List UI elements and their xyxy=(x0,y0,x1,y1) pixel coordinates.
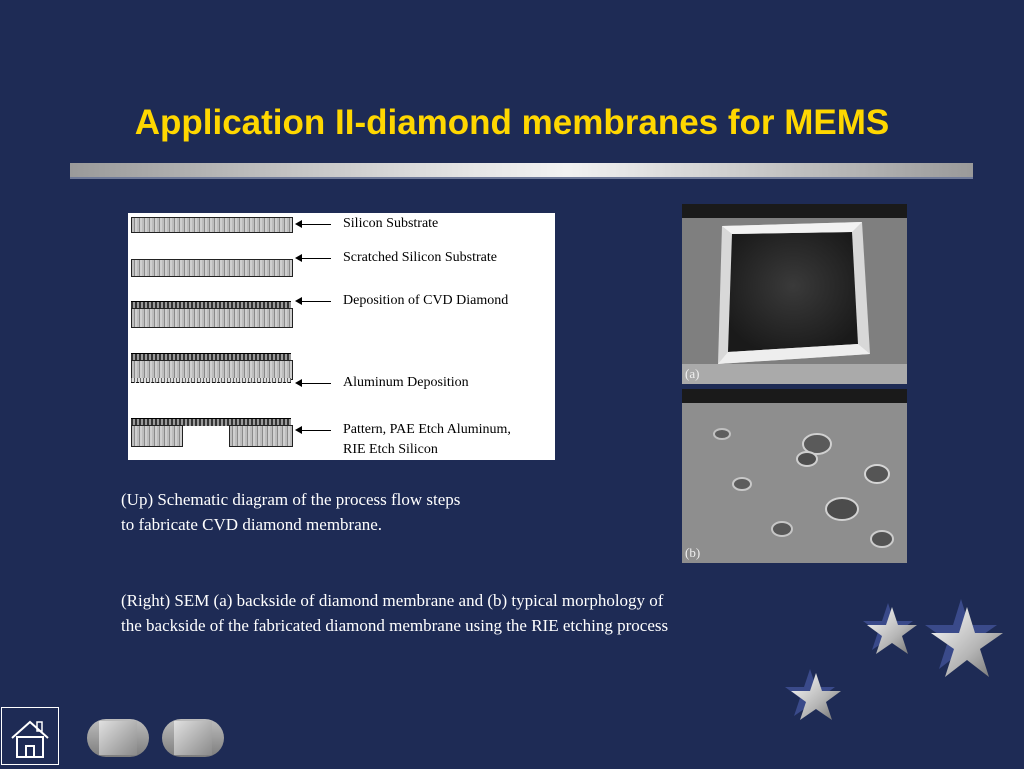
substrate-right xyxy=(229,425,293,447)
step-label-2: Scratched Silicon Substrate xyxy=(343,250,497,265)
star-icon xyxy=(785,669,841,720)
scratched-substrate-layer xyxy=(131,259,293,277)
home-icon xyxy=(2,708,58,764)
caption-right-line1: (Right) SEM (a) backside of diamond membrane and (b) typical morphology of xyxy=(121,591,664,610)
previous-icon xyxy=(99,721,137,755)
step-label-4: Aluminum Deposition xyxy=(343,375,469,390)
sem-a-label: (a) xyxy=(685,366,700,381)
caption-up xyxy=(121,487,591,537)
arrow-icon xyxy=(301,430,331,431)
decorative-stars xyxy=(770,585,1024,735)
sem-b-label: (b) xyxy=(685,545,701,560)
star-icon xyxy=(925,599,1003,677)
step-label-6: RIE Etch Silicon xyxy=(343,442,438,457)
previous-slide-button[interactable] xyxy=(87,719,149,757)
sem-b-header xyxy=(682,389,907,403)
sem-a-header xyxy=(682,204,907,218)
process-flow-diagram xyxy=(128,213,555,460)
substrate-layer xyxy=(131,360,293,380)
silicon-substrate-layer xyxy=(131,217,293,233)
next-slide-button[interactable] xyxy=(162,719,224,757)
caption-up-line2: to fabricate CVD diamond membrane. xyxy=(121,515,383,534)
step-label-3: Deposition of CVD Diamond xyxy=(343,293,509,308)
title-divider xyxy=(70,163,973,179)
arrow-icon xyxy=(301,224,331,225)
caption-right-line2: the backside of the fabricated diamond membrane using the RIE etching process xyxy=(121,616,669,635)
substrate-left xyxy=(131,425,183,447)
step-label-1: Silicon Substrate xyxy=(343,216,439,231)
star-icon xyxy=(863,603,917,654)
aluminum-layer xyxy=(131,378,291,383)
slide-title: Application II-diamond membranes for MEMS xyxy=(134,103,890,142)
caption-up-line1: (Up) Schematic diagram of the process flow steps xyxy=(121,490,461,509)
sem-a-graphic xyxy=(682,204,907,384)
caption-right xyxy=(121,588,866,638)
substrate-layer xyxy=(131,308,293,328)
home-button[interactable] xyxy=(1,707,59,765)
sem-b-graphic xyxy=(682,389,907,563)
next-icon xyxy=(174,721,212,755)
step-label-5: Pattern, PAE Etch Aluminum, xyxy=(343,422,511,437)
arrow-icon xyxy=(301,258,331,259)
arrow-icon xyxy=(301,383,331,384)
arrow-icon xyxy=(301,301,331,302)
sem-image-a xyxy=(682,204,907,384)
sem-image-b xyxy=(682,389,907,563)
